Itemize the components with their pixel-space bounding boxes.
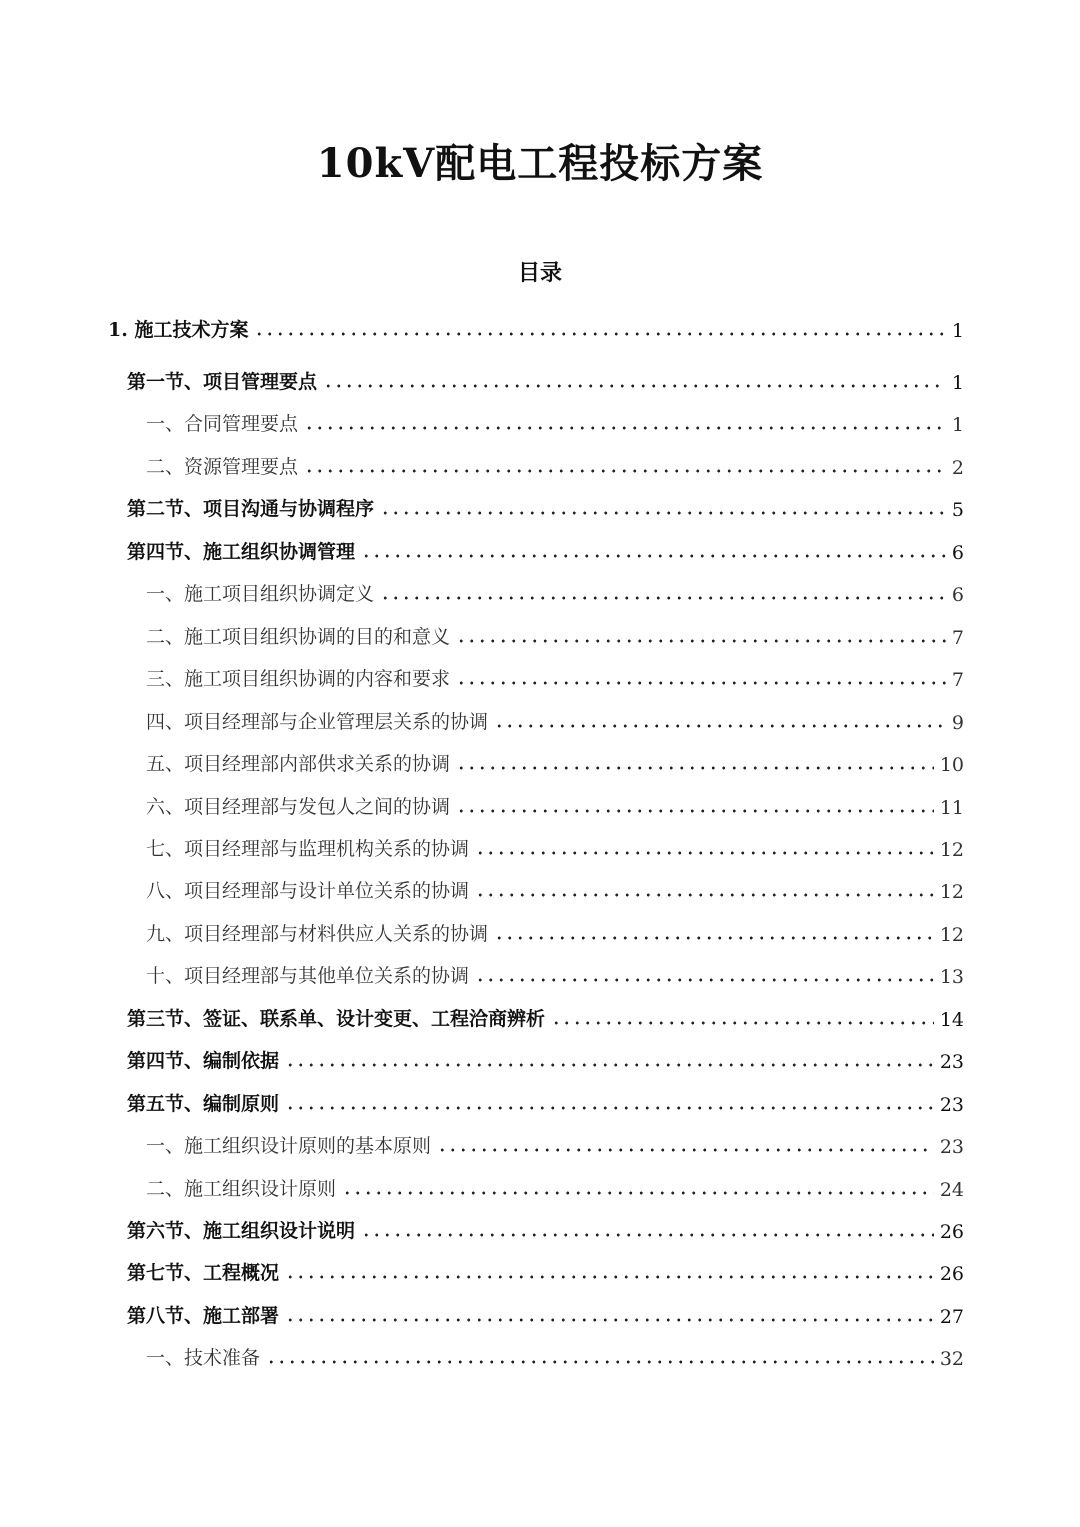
toc-entry[interactable] (127, 1253, 964, 1285)
toc-entry-page-number: 27 (939, 1305, 964, 1328)
dot-leader (456, 680, 946, 686)
dot-leader (342, 1190, 934, 1196)
dot-leader (551, 1020, 934, 1026)
toc-entry-label: 十、项目经理部与其他单位关系的协调 (146, 965, 470, 988)
dot-leader (361, 1232, 934, 1238)
toc-entry[interactable] (146, 617, 964, 649)
toc-entry[interactable] (146, 871, 964, 903)
toc-entry-page-number: 7 (951, 669, 964, 692)
toc-entry-label: 八、项目经理部与设计单位关系的协调 (146, 880, 470, 903)
toc-entry-page-number: 6 (951, 541, 964, 564)
toc-entry[interactable] (146, 914, 964, 946)
toc-entry-label: 一、施工组织设计原则的基本原则 (146, 1135, 432, 1158)
toc-entry-page-number: 9 (951, 711, 964, 734)
toc-entry-label: 五、项目经理部内部供求关系的协调 (146, 753, 451, 776)
dot-leader (323, 383, 946, 389)
toc-entry-label: 七、项目经理部与监理机构关系的协调 (146, 837, 470, 860)
toc-entry-label: 一、合同管理要点 (146, 413, 299, 436)
toc-entry[interactable] (146, 574, 964, 606)
toc-entry-page-number: 23 (939, 1136, 964, 1159)
toc-entry[interactable] (146, 447, 964, 479)
dot-leader (380, 510, 946, 516)
toc-entry-label: 四、项目经理部与企业管理层关系的协调 (146, 710, 489, 733)
toc-entry[interactable] (146, 404, 964, 436)
toc-entry[interactable] (146, 787, 964, 819)
toc-entry-page-number: 23 (939, 1051, 964, 1074)
toc-entry-label: 第三节、签证、联系单、设计变更、工程洽商辨析 (127, 1007, 546, 1030)
toc-entry-page-number: 12 (939, 838, 964, 861)
toc-entry-label: 一、技术准备 (146, 1347, 261, 1370)
toc-entry-label: 第八节、施工部署 (127, 1304, 280, 1327)
toc-entry-label: 第二节、项目沟通与协调程序 (127, 498, 375, 521)
dot-leader (380, 595, 946, 601)
toc-entry-label: 第六节、施工组织设计说明 (127, 1220, 356, 1242)
dot-leader (475, 977, 934, 983)
dot-leader (254, 331, 945, 337)
toc-entry[interactable] (127, 1211, 964, 1243)
toc-entry[interactable] (127, 1084, 964, 1116)
toc-entry[interactable] (146, 829, 964, 861)
toc-entry-label: 三、施工项目组织协调的内容和要求 (146, 668, 451, 691)
toc-entry-page-number: 10 (939, 754, 964, 777)
toc-entry-page-number: 2 (951, 456, 964, 479)
dot-leader (475, 850, 934, 856)
toc-entry[interactable] (146, 659, 964, 691)
toc-entry-page-number: 24 (939, 1178, 964, 1201)
toc-entry[interactable] (127, 1041, 964, 1073)
toc-entry[interactable] (127, 489, 964, 521)
toc-entry[interactable] (127, 999, 964, 1031)
toc-entry-label: 六、项目经理部与发包人之间的协调 (146, 795, 451, 818)
toc-entry[interactable] (127, 362, 964, 394)
toc-entry-page-number: 5 (951, 499, 964, 522)
toc-entry-label: 第七节、工程概况 (127, 1262, 280, 1285)
toc-entry[interactable] (146, 744, 964, 776)
document-title: 10kV配电工程投标方案 (316, 140, 764, 187)
dot-leader (304, 468, 946, 474)
toc-entry-page-number: 1 (951, 372, 964, 394)
dot-leader (285, 1105, 934, 1111)
toc-entry-label: 1. 施工技术方案 (108, 319, 249, 341)
dot-leader (285, 1274, 934, 1280)
dot-leader (437, 1147, 934, 1153)
toc-entry-page-number: 1 (951, 414, 964, 437)
dot-leader (494, 935, 934, 941)
dot-leader (494, 723, 946, 729)
toc-entry[interactable] (146, 1169, 964, 1201)
toc-entry[interactable] (127, 532, 964, 564)
toc-entry-label: 九、项目经理部与材料供应人关系的协调 (146, 922, 489, 945)
toc-entry-page-number: 26 (939, 1263, 964, 1286)
toc-entry-label: 二、资源管理要点 (146, 455, 299, 478)
toc-entry-page-number: 11 (939, 796, 964, 819)
toc-entry[interactable] (146, 956, 964, 988)
dot-leader (285, 1062, 934, 1068)
toc-entry[interactable] (146, 1126, 964, 1158)
toc-entry-page-number: 13 (939, 966, 964, 989)
toc-entry-page-number: 7 (951, 626, 964, 649)
dot-leader (361, 553, 946, 559)
toc-entry-page-number: 32 (939, 1348, 964, 1371)
toc-entry-page-number: 1 (951, 320, 964, 342)
toc-entry-label: 二、施工项目组织协调的目的和意义 (146, 625, 451, 648)
dot-leader (304, 425, 946, 431)
toc-entry-label: 第四节、编制依据 (127, 1050, 280, 1073)
dot-leader (456, 765, 934, 771)
dot-leader (456, 638, 946, 644)
toc-entry-label: 一、施工项目组织协调定义 (146, 583, 375, 606)
dot-leader (456, 808, 934, 814)
toc-entry[interactable] (108, 310, 964, 342)
toc-entry-label: 第五节、编制原则 (127, 1092, 280, 1115)
dot-leader (475, 892, 934, 898)
dot-leader (266, 1359, 934, 1365)
toc-entry[interactable] (146, 1338, 964, 1370)
toc-entry-page-number: 12 (939, 923, 964, 946)
dot-leader (285, 1317, 934, 1323)
toc-entry[interactable] (146, 702, 964, 734)
toc-entry[interactable] (127, 1296, 964, 1328)
toc-entry-label: 二、施工组织设计原则 (146, 1177, 337, 1200)
toc-heading: 目录 (517, 260, 562, 286)
toc-entry-page-number: 26 (939, 1221, 964, 1243)
toc-entry-label: 第一节、项目管理要点 (127, 371, 318, 393)
toc-entry-page-number: 6 (951, 584, 964, 607)
toc-entry-page-number: 23 (939, 1093, 964, 1116)
toc-entry-page-number: 12 (939, 881, 964, 904)
toc-entry-label: 第四节、施工组织协调管理 (127, 540, 356, 563)
toc-entry-page-number: 14 (939, 1008, 964, 1031)
